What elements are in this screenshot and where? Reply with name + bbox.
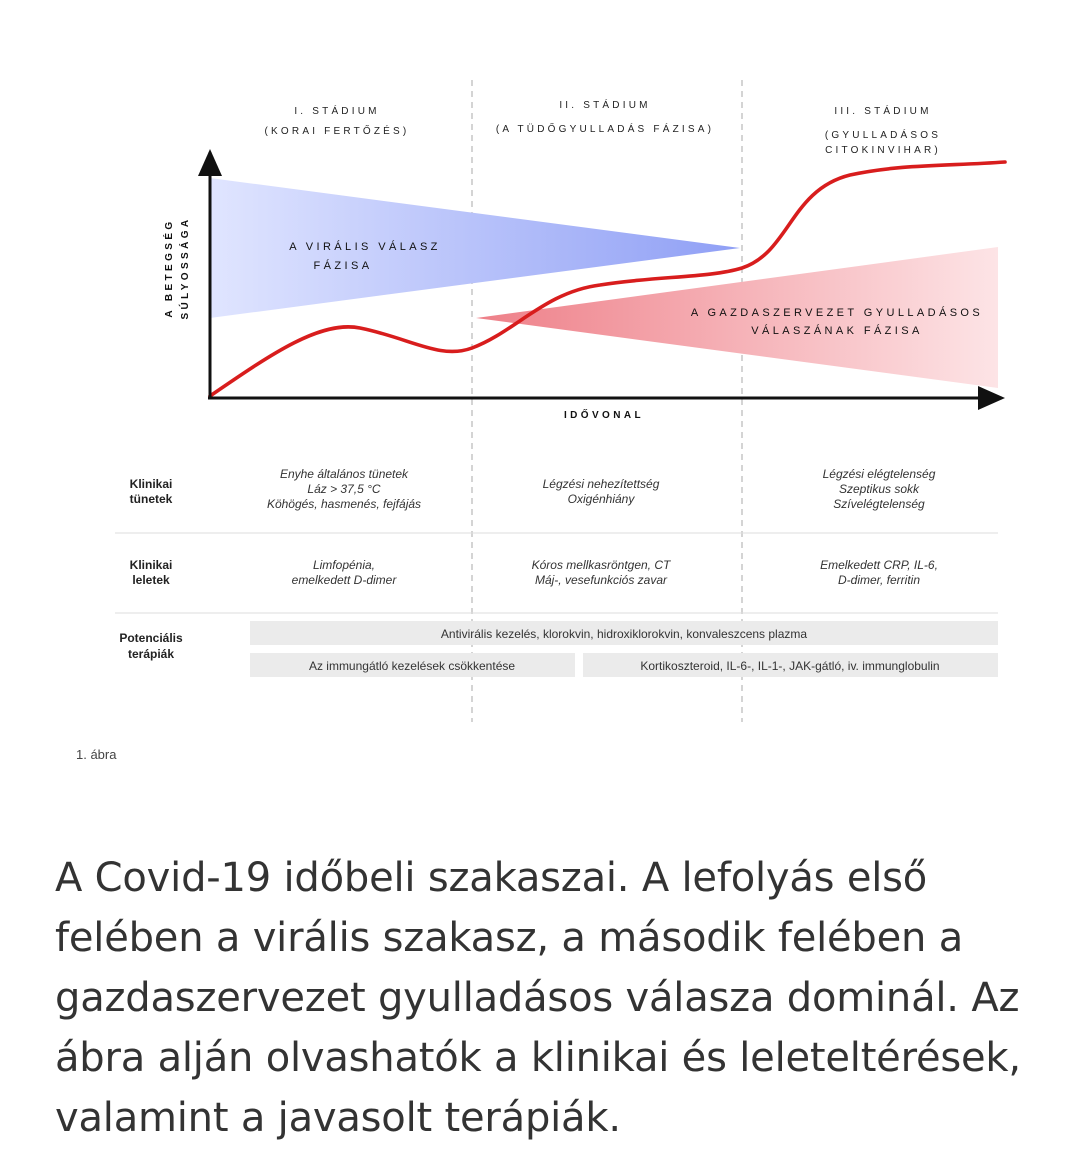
stage-3-subtitle-line-2: CITOKINVIHAR) <box>825 145 941 156</box>
viral-phase-label-line-2: FÁZISA <box>313 260 373 272</box>
stage-3-subtitle-line-1: (GYULLADÁSOS <box>824 130 942 141</box>
symptoms-stage-2-line-1: Légzési nehezítettség <box>542 477 660 491</box>
host-phase-label-line-2: VÁLASZÁNAK FÁZISA <box>751 325 923 337</box>
findings-stage-2-line-2: Máj-, vesefunkciós zavar <box>534 573 668 587</box>
findings-stage-2-line-1: Kóros mellkasröntgen, CT <box>531 558 671 572</box>
row-label-findings-line-2: leletek <box>132 573 170 587</box>
row-label-findings-line-1: Klinikai <box>129 558 173 572</box>
symptoms-stage-1-line-1: Enyhe általános tünetek <box>279 467 409 481</box>
stage-1-title: I. STÁDIUM <box>294 106 380 117</box>
findings-stage-1-line-1: Limfopénia, <box>312 558 376 572</box>
stage-2-subtitle: (A TÜDŐGYULLADÁS FÁZISA) <box>495 124 715 135</box>
figure-caption: A Covid-19 időbeli szakaszai. A lefolyás első felében a virális szakasz, a második felében a gazdaszervezet gyulladásos válasza dominál. Az ábra alján olvashatók a klinikai és leleteltérések, valamint a javasolt terápiák. <box>55 855 1021 1141</box>
figure-label: 1. ábra <box>76 747 117 762</box>
symptoms-stage-1-line-2: Láz > 37,5 °C <box>307 482 381 496</box>
row-label-symptoms-line-1: Klinikai <box>129 477 173 491</box>
row-label-symptoms-line-2: tünetek <box>129 492 173 506</box>
symptoms-stage-3-line-2: Szeptikus sokk <box>838 482 920 496</box>
row-label-therapy-line-1: Potenciális <box>119 631 183 645</box>
symptoms-stage-1-line-3: Köhögés, hasmenés, fejfájás <box>266 497 422 511</box>
therapy-immunomodulation-text: Kortikoszteroid, IL-6-, IL-1-, JAK-gátló, iv. immunglobulin <box>640 659 940 673</box>
x-axis-label: IDŐVONAL <box>564 410 644 421</box>
symptoms-stage-2-line-2: Oxigénhiány <box>567 492 635 506</box>
host-phase-label-line-1: A GAZDASZERVEZET GYULLADÁSOS <box>690 307 984 319</box>
row-label-therapy-line-2: terápiák <box>127 647 175 661</box>
viral-phase-label-line-1: A VIRÁLIS VÁLASZ <box>289 241 441 253</box>
stage-1-subtitle: (KORAI FERTŐZÉS) <box>264 126 410 137</box>
y-axis-label-line-1: A BETEGSÉG <box>164 218 175 318</box>
therapy-antiviral-text: Antivirális kezelés, klorokvin, hidroxiklorokvin, konvaleszcens plazma <box>440 627 808 641</box>
symptoms-stage-3-line-3: Szívelégtelenség <box>833 497 925 511</box>
findings-stage-3-line-2: D-dimer, ferritin <box>837 573 921 587</box>
y-axis-label-line-2: SÚLYOSSÁGA <box>180 216 191 320</box>
symptoms-stage-3-line-1: Légzési elégtelenség <box>822 467 936 481</box>
findings-stage-3-line-1: Emelkedett CRP, IL-6, <box>820 558 938 572</box>
stage-2-title: II. STÁDIUM <box>559 100 651 111</box>
findings-stage-1-line-2: emelkedett D-dimer <box>291 573 397 587</box>
stage-3-title: III. STÁDIUM <box>834 106 932 117</box>
therapy-immunosuppression-text: Az immungátló kezelések csökkentése <box>308 659 516 673</box>
